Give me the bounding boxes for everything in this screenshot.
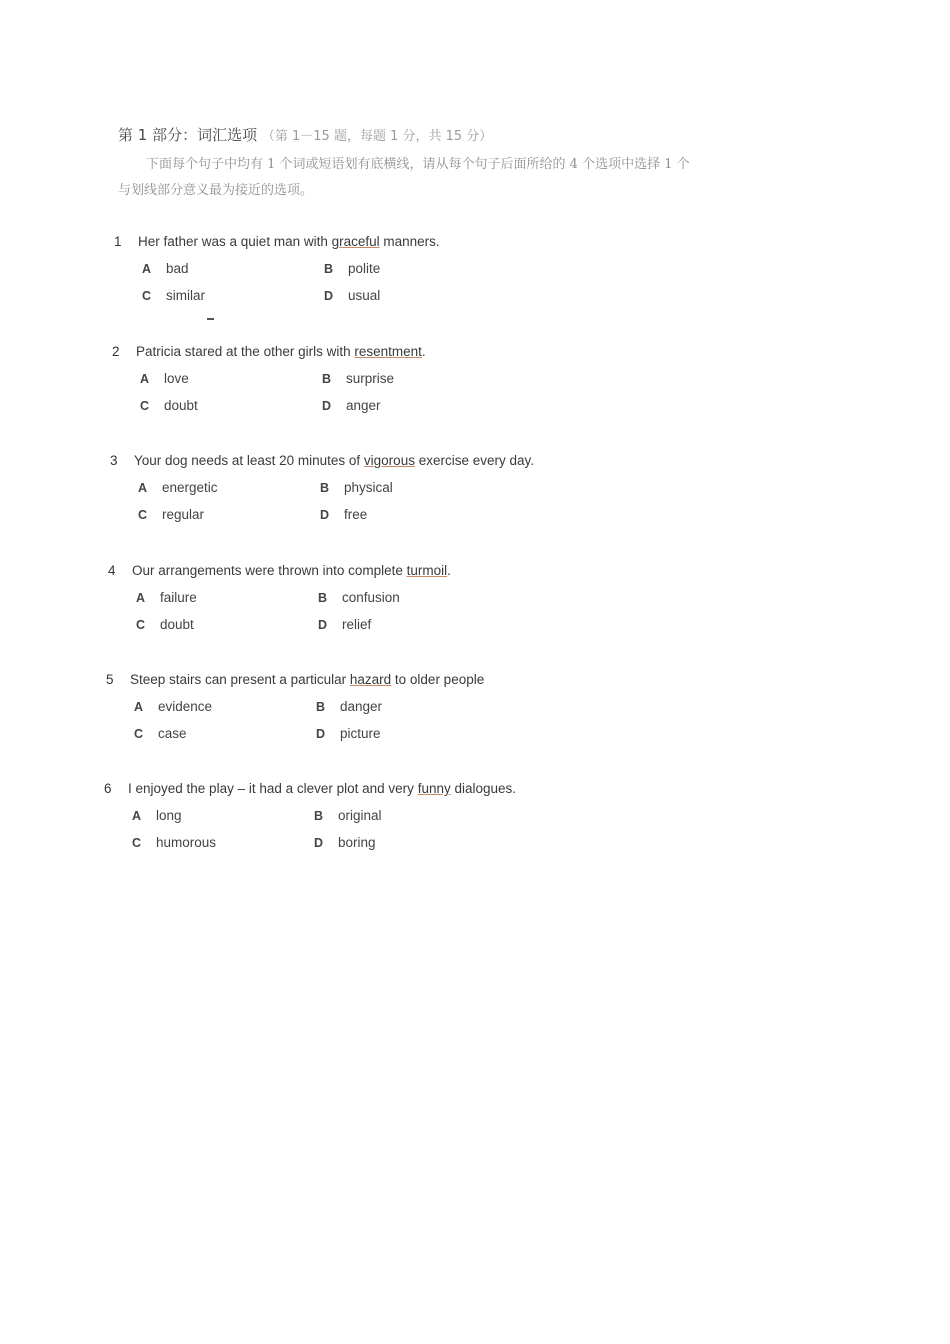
question-5 — [106, 672, 626, 753]
option-a[interactable]: A long — [132, 808, 182, 823]
option-row — [108, 617, 628, 644]
option-a[interactable]: A love — [140, 371, 189, 386]
question-6 — [104, 781, 624, 862]
question-number: 4 — [108, 563, 116, 578]
underlined-keyword: funny — [417, 781, 451, 796]
question-stem — [106, 672, 626, 692]
question-2 — [112, 344, 632, 425]
option-a[interactable]: A failure — [136, 590, 197, 605]
question-number: 3 — [110, 453, 118, 468]
option-d[interactable]: D free — [320, 507, 368, 522]
option-d[interactable]: D boring — [314, 835, 376, 850]
question-text: Your dog needs at least 20 minutes of vigorous exercise every day. — [134, 453, 535, 468]
section-title — [118, 124, 492, 145]
question-text: Steep stairs can present a particular hazard to older people — [130, 672, 485, 687]
option-a[interactable]: A evidence — [134, 699, 213, 714]
question-text: Patricia stared at the other girls with resentment. — [136, 344, 426, 359]
question-text: Her father was a quiet man with graceful manners. — [138, 234, 440, 249]
section-instructions — [118, 152, 698, 204]
question-stem — [110, 453, 630, 473]
option-b[interactable]: B surprise — [322, 371, 395, 386]
question-stem — [114, 234, 634, 254]
option-d[interactable]: D usual — [324, 288, 381, 303]
option-b[interactable]: B polite — [324, 261, 381, 276]
underlined-keyword: hazard — [349, 672, 392, 687]
question-number: 2 — [112, 344, 120, 359]
question-number: 5 — [106, 672, 114, 687]
question-stem — [112, 344, 632, 364]
option-c[interactable]: C case — [134, 726, 187, 741]
option-row — [112, 371, 632, 398]
option-d[interactable]: D relief — [318, 617, 372, 632]
question-stem — [108, 563, 628, 583]
option-d[interactable]: D picture — [316, 726, 381, 741]
option-row — [110, 507, 630, 534]
underlined-keyword: graceful — [331, 234, 380, 249]
question-4 — [108, 563, 628, 644]
question-1 — [114, 234, 634, 315]
option-b[interactable]: B original — [314, 808, 382, 823]
underlined-keyword: turmoil — [406, 563, 448, 578]
option-row — [114, 261, 634, 288]
option-d[interactable]: D anger — [322, 398, 381, 413]
option-a[interactable]: A bad — [142, 261, 189, 276]
question-number: 6 — [104, 781, 112, 796]
option-row — [106, 699, 626, 726]
option-row — [114, 288, 634, 315]
option-c[interactable]: C regular — [138, 507, 205, 522]
underlined-keyword: vigorous — [363, 453, 415, 468]
option-b[interactable]: B physical — [320, 480, 393, 495]
instructions-text: 下面每个句子中均有 1 个词或短语划有底横线，请从每个句子后面所给的 4 个选项中选择 1 个与划线部分意义最为接近的选项。 — [118, 157, 690, 198]
option-c[interactable]: C similar — [142, 288, 205, 303]
option-c[interactable]: C doubt — [140, 398, 198, 413]
stray-mark — [207, 318, 214, 320]
option-row — [104, 808, 624, 835]
option-b[interactable]: B danger — [316, 699, 383, 714]
option-a[interactable]: A energetic — [138, 480, 218, 495]
question-3 — [110, 453, 630, 534]
question-text: I enjoyed the play – it had a clever plot and very funny dialogues. — [128, 781, 517, 796]
option-row — [104, 835, 624, 862]
option-b[interactable]: B confusion — [318, 590, 400, 605]
question-stem — [104, 781, 624, 801]
section-title-range: （第 1－15 题，每题 1 分，共 15 分） — [261, 129, 493, 144]
option-row — [106, 726, 626, 753]
option-c[interactable]: C doubt — [136, 617, 194, 632]
option-row — [108, 590, 628, 617]
option-c[interactable]: C humorous — [132, 835, 217, 850]
section-title-lead: 第 1 部分：词汇选项 — [118, 126, 258, 144]
question-text: Our arrangements were thrown into complete turmoil. — [132, 563, 451, 578]
underlined-keyword: resentment — [354, 344, 422, 359]
option-row — [112, 398, 632, 425]
question-number: 1 — [114, 234, 122, 249]
option-row — [110, 480, 630, 507]
